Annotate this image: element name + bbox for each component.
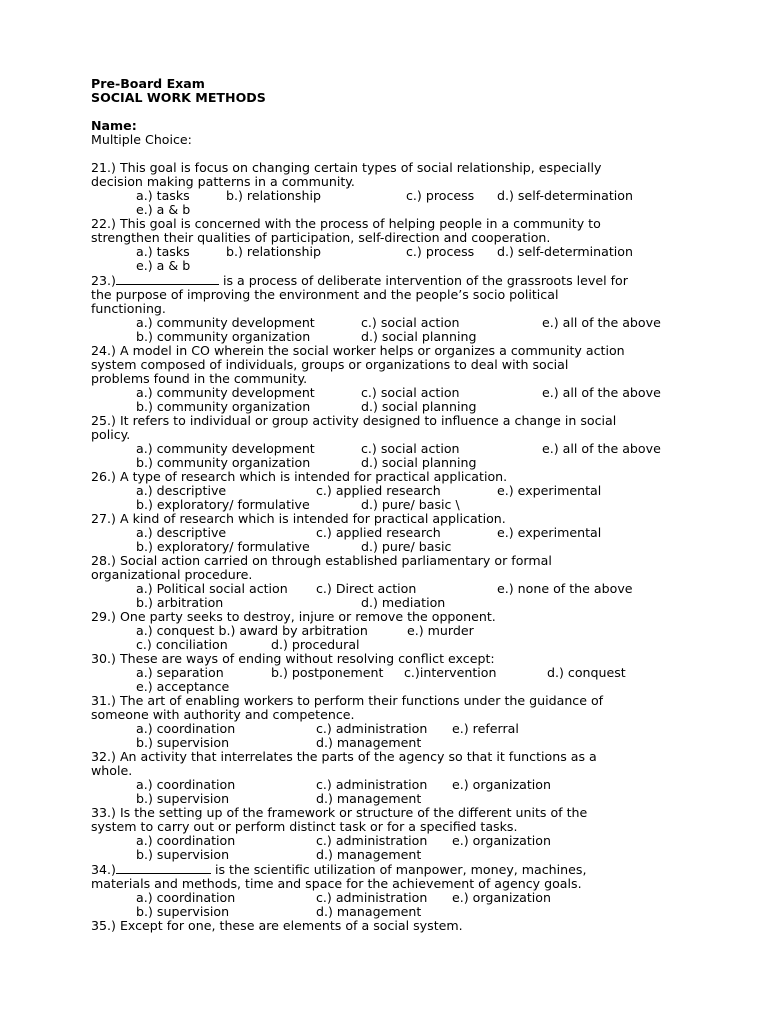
answer-blank [116, 862, 211, 874]
answer-option: e.) all of the above [542, 441, 661, 456]
question-item [91, 652, 731, 694]
answer-option: c.) administration [316, 721, 428, 736]
answer-option: d.) management [316, 735, 422, 750]
answer-option: a.) community development [136, 315, 315, 330]
option-row [91, 386, 731, 400]
answer-option: c.) administration [316, 890, 428, 905]
option-row [91, 905, 731, 919]
option-row [91, 680, 731, 694]
option-row [91, 722, 731, 736]
option-row [91, 456, 731, 470]
question-item [91, 217, 731, 273]
question-stem-line: 26.) A type of research which is intended for practical application. [91, 469, 508, 484]
question-item [91, 554, 731, 610]
answer-option: a.) community development [136, 385, 315, 400]
option-row [91, 666, 731, 680]
answer-option: e.) all of the above [542, 385, 661, 400]
answer-option: e.) a & b [136, 258, 191, 273]
option-row [91, 484, 731, 498]
question-text: is a process of deliberate intervention of the grassroots level for [218, 273, 628, 288]
question-stem-line: the purpose of improving the environment and the people’s socio political [91, 287, 559, 302]
option-row [91, 203, 731, 217]
question-stem-line [91, 273, 731, 288]
answer-option: d.) self-determination [497, 188, 633, 203]
question-stem-line: 24.) A model in CO wherein the social worker helps or organizes a community action [91, 343, 625, 358]
question-stem-line: problems found in the community. [91, 371, 308, 386]
question-stem-line: decision making patterns in a community. [91, 174, 355, 189]
option-row [91, 259, 731, 273]
answer-option: a.) coordination [136, 777, 236, 792]
question-stem-line: policy. [91, 427, 131, 442]
question-item [91, 344, 731, 414]
answer-option: a.) Political social action [136, 581, 288, 596]
answer-option: a.) descriptive [136, 525, 227, 540]
answer-option: d.) pure/ basic [361, 539, 452, 554]
question-item [91, 273, 731, 344]
question-stem-line: materials and methods, time and space for the achievement of agency goals. [91, 876, 582, 891]
question-stem-line: system to carry out or perform distinct task or for a specified tasks. [91, 819, 518, 834]
answer-option: e.) acceptance [136, 679, 230, 694]
answer-option: b.) exploratory/ formulative [136, 539, 310, 554]
spacer [91, 105, 731, 119]
answer-option: c.) social action [361, 315, 460, 330]
answer-option: a.) coordination [136, 890, 236, 905]
answer-option: e.) all of the above [542, 315, 661, 330]
option-row [91, 526, 731, 540]
question-stem-line: 35.) Except for one, these are elements of a social system. [91, 918, 463, 933]
question-stem-line [91, 862, 731, 877]
question-stem-line: 33.) Is the setting up of the framework or structure of the different units of the [91, 805, 588, 820]
answer-option: d.) conquest [547, 665, 626, 680]
answer-option: b.) supervision [136, 735, 230, 750]
answer-option: a.) coordination [136, 833, 236, 848]
answer-option: a.) separation [136, 665, 224, 680]
exam-title: Pre-Board Exam [91, 76, 205, 91]
question-item [91, 750, 731, 806]
answer-option: c.) Direct action [316, 581, 417, 596]
question-stem-line: 31.) The art of enabling workers to perform their functions under the guidance of [91, 693, 604, 708]
question-item [91, 806, 731, 862]
answer-option: b.) exploratory/ formulative [136, 497, 310, 512]
answer-option: b.) supervision [136, 847, 230, 862]
answer-option: d.) social planning [361, 329, 477, 344]
answer-option: a.) community development [136, 441, 315, 456]
answer-option: d.) management [316, 791, 422, 806]
answer-option: c.) social action [361, 441, 460, 456]
question-stem-line: 30.) These are ways of ending without resolving conflict except: [91, 651, 495, 666]
question-stem-line: 25.) It refers to individual or group activity designed to influence a change in social [91, 413, 617, 428]
answer-option: a.) descriptive [136, 483, 227, 498]
name-label: Name: [91, 118, 137, 133]
answer-option: c.) administration [316, 777, 428, 792]
answer-option: a.) tasks [136, 244, 190, 259]
option-row [91, 540, 731, 554]
question-stem-line: 32.) An activity that interrelates the parts of the agency so that it functions as a [91, 749, 597, 764]
option-row [91, 582, 731, 596]
option-row [91, 330, 731, 344]
question-item [91, 470, 731, 512]
answer-option: c.) process [406, 244, 475, 259]
answer-option: e.) a & b [136, 202, 191, 217]
answer-option: e.) organization [452, 777, 551, 792]
option-row [91, 442, 731, 456]
answer-option: a.) tasks [136, 188, 190, 203]
question-item [91, 414, 731, 470]
option-row [91, 792, 731, 806]
answer-option: d.) mediation [361, 595, 446, 610]
answer-option: c.) social action [361, 385, 460, 400]
question-item [91, 694, 731, 750]
option-row [91, 638, 731, 652]
answer-option: c.) administration [316, 833, 428, 848]
answer-option: b.) supervision [136, 791, 230, 806]
answer-option: a.) coordination [136, 721, 236, 736]
question-text: is the scientific utilization of manpower, money, machines, [210, 862, 587, 877]
question-item [91, 862, 731, 919]
question-stem-line: organizational procedure. [91, 567, 253, 582]
question-stem-line: 28.) Social action carried on through established parliamentary or formal [91, 553, 552, 568]
answer-option: b.) arbitration [136, 595, 224, 610]
answer-option: d.) self-determination [497, 244, 633, 259]
answer-option: b.) community organization [136, 329, 311, 344]
question-item [91, 919, 731, 933]
option-row [91, 400, 731, 414]
answer-option: e.) organization [452, 833, 551, 848]
answer-option: e.) none of the above [497, 581, 633, 596]
option-row [91, 316, 731, 330]
answer-option: d.) social planning [361, 455, 477, 470]
answer-option: e.) murder [407, 623, 474, 638]
answer-option: c.) applied research [316, 525, 441, 540]
answer-option: c.) conciliation [136, 637, 228, 652]
option-row [91, 498, 731, 512]
option-row [91, 848, 731, 862]
answer-option: c.)intervention [404, 665, 497, 680]
question-item [91, 161, 731, 217]
question-stem-line: functioning. [91, 301, 166, 316]
answer-option: b.) postponement [271, 665, 384, 680]
answer-option: c.) process [406, 188, 475, 203]
option-row [91, 736, 731, 750]
answer-option: d.) social planning [361, 399, 477, 414]
question-stem-line: strengthen their qualities of participation, self-direction and cooperation. [91, 230, 551, 245]
answer-blank [116, 273, 219, 285]
question-number: 23.) [91, 273, 116, 288]
answer-option: e.) organization [452, 890, 551, 905]
exam-document [91, 77, 731, 933]
question-stem-line: system composed of individuals, groups or organizations to deal with social [91, 357, 569, 372]
option-row [91, 189, 731, 203]
answer-option: e.) experimental [497, 483, 602, 498]
exam-subject: SOCIAL WORK METHODS [91, 90, 266, 105]
answer-option: a.) conquest b.) award by arbitration [136, 623, 368, 638]
question-list [91, 161, 731, 933]
answer-option: b.) community organization [136, 399, 311, 414]
answer-option: b.) supervision [136, 904, 230, 919]
question-stem-line: someone with authority and competence. [91, 707, 355, 722]
question-item [91, 610, 731, 652]
answer-option: d.) procedural [271, 637, 360, 652]
option-row [91, 778, 731, 792]
answer-option: b.) community organization [136, 455, 311, 470]
answer-option: d.) management [316, 847, 422, 862]
question-stem-line: 27.) A kind of research which is intended for practical application. [91, 511, 506, 526]
question-item [91, 512, 731, 554]
answer-option: e.) referral [452, 721, 519, 736]
question-stem-line: 22.) This goal is concerned with the process of helping people in a community to [91, 216, 601, 231]
spacer [91, 147, 731, 161]
question-stem-line: 21.) This goal is focus on changing certain types of social relationship, especially [91, 160, 602, 175]
answer-option: d.) management [316, 904, 422, 919]
question-stem-line: 29.) One party seeks to destroy, injure or remove the opponent. [91, 609, 496, 624]
option-row [91, 596, 731, 610]
answer-option: b.) relationship [226, 244, 321, 259]
answer-option: c.) applied research [316, 483, 441, 498]
section-label: Multiple Choice: [91, 132, 192, 147]
answer-option: d.) pure/ basic \ [361, 497, 460, 512]
question-number: 34.) [91, 862, 116, 877]
answer-option: e.) experimental [497, 525, 602, 540]
answer-option: b.) relationship [226, 188, 321, 203]
option-row [91, 834, 731, 848]
option-row [91, 891, 731, 905]
option-row [91, 624, 731, 638]
option-row [91, 245, 731, 259]
question-stem-line: whole. [91, 763, 133, 778]
